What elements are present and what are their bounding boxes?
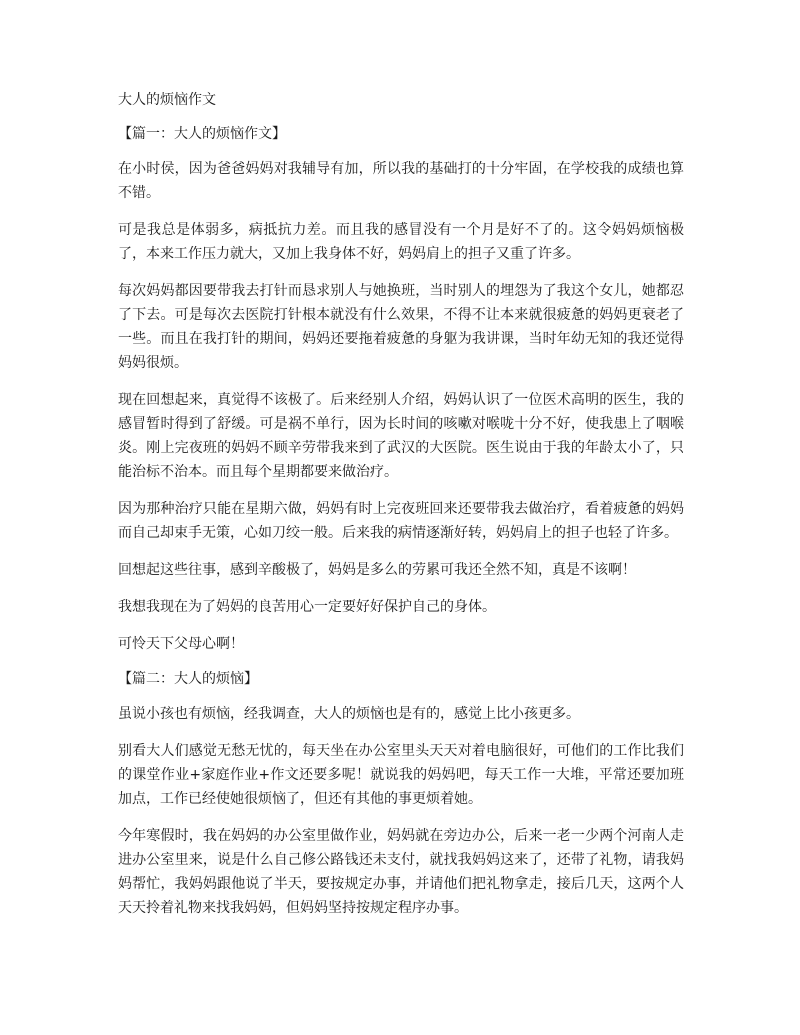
paragraph: 回想起这些往事，感到辛酸极了，妈妈是多么的劳累可我还全然不知，真是不该啊！ [118,562,636,578]
paragraph: 在小时侯，因为爸爸妈妈对我辅导有加，所以我的基础打的十分牢固，在学校我的成绩也算不错。 [118,161,684,201]
paragraph: 因为那种治疗只能在星期六做，妈妈有时上完夜班回来还要带我去做治疗，看着疲惫的妈妈而自己却束手无策，心如刀绞一般。后来我的病情逐渐好转，妈妈肩上的担子也轻了许多。 [118,501,684,541]
paragraph: 每次妈妈都因要带我去打针而恳求别人与她换班，当时别人的埋怨为了我这个女儿，她都忍了下去。可是每次去医院打针根本就没有什么效果，不得不让本来就很疲惫的妈妈更衰老了一些。而且在我打针的期间，妈妈还要拖着疲惫的身躯为我讲课，当时年幼无知的我还觉得妈妈很烦。 [118,283,684,371]
paragraph: 可怜天下父母心啊！ [118,636,244,652]
paragraph: 现在回想起来，真觉得不该极了。后来经别人介绍，妈妈认识了一位医术高明的医生，我的感冒暂时得到了舒缓。可是祸不单行，因为长时间的咳嗽对喉咙十分不好，使我患上了咽喉炎。刚上完夜班的妈妈不顾辛劳带我来到了武汉的大医院。医生说由于我的年龄太小了，只能治标不治本。而且每个星期都要来做治疗。 [118,392,684,480]
document-title: 大人的烦恼作文 [118,92,216,108]
document-page [118,90,684,933]
paragraph: 别看大人们感觉无愁无忧的，每天坐在办公室里头天天对着电脑很好，可他们的工作比我们的课堂作业+家庭作业+作文还要多呢！就说我的妈妈吧，每天工作一大堆，平常还要加班加点，工作已经使她很烦恼了，但还有其他的事更烦着她。 [118,743,684,807]
paragraph: 可是我总是体弱多，病抵抗力差。而且我的感冒没有一个月是好不了的。这令妈妈烦恼极了，本来工作压力就大，又加上我身体不好，妈妈肩上的担子又重了许多。 [118,222,684,262]
section-2-heading: 【篇二：大人的烦恼】 [118,671,258,687]
paragraph: 我想我现在为了妈妈的良苦用心一定要好好保护自己的身体。 [118,599,496,615]
section-1-heading: 【篇一：大人的烦恼作文】 [118,126,286,142]
paragraph: 今年寒假时，我在妈妈的办公室里做作业，妈妈就在旁边办公，后来一老一少两个河南人走进办公室里来，说是什么自己修公路钱还未支付，就找我妈妈这来了，还带了礼物，请我妈妈帮忙，我妈妈跟他说了半天，要按规定办事，并请他们把礼物拿走，接后几天，这两个人天天拎着礼物来找我妈妈，但妈妈坚持按规定程序办事。 [118,828,684,916]
paragraph: 虽说小孩也有烦恼，经我调查，大人的烦恼也是有的，感觉上比小孩更多。 [118,706,580,722]
